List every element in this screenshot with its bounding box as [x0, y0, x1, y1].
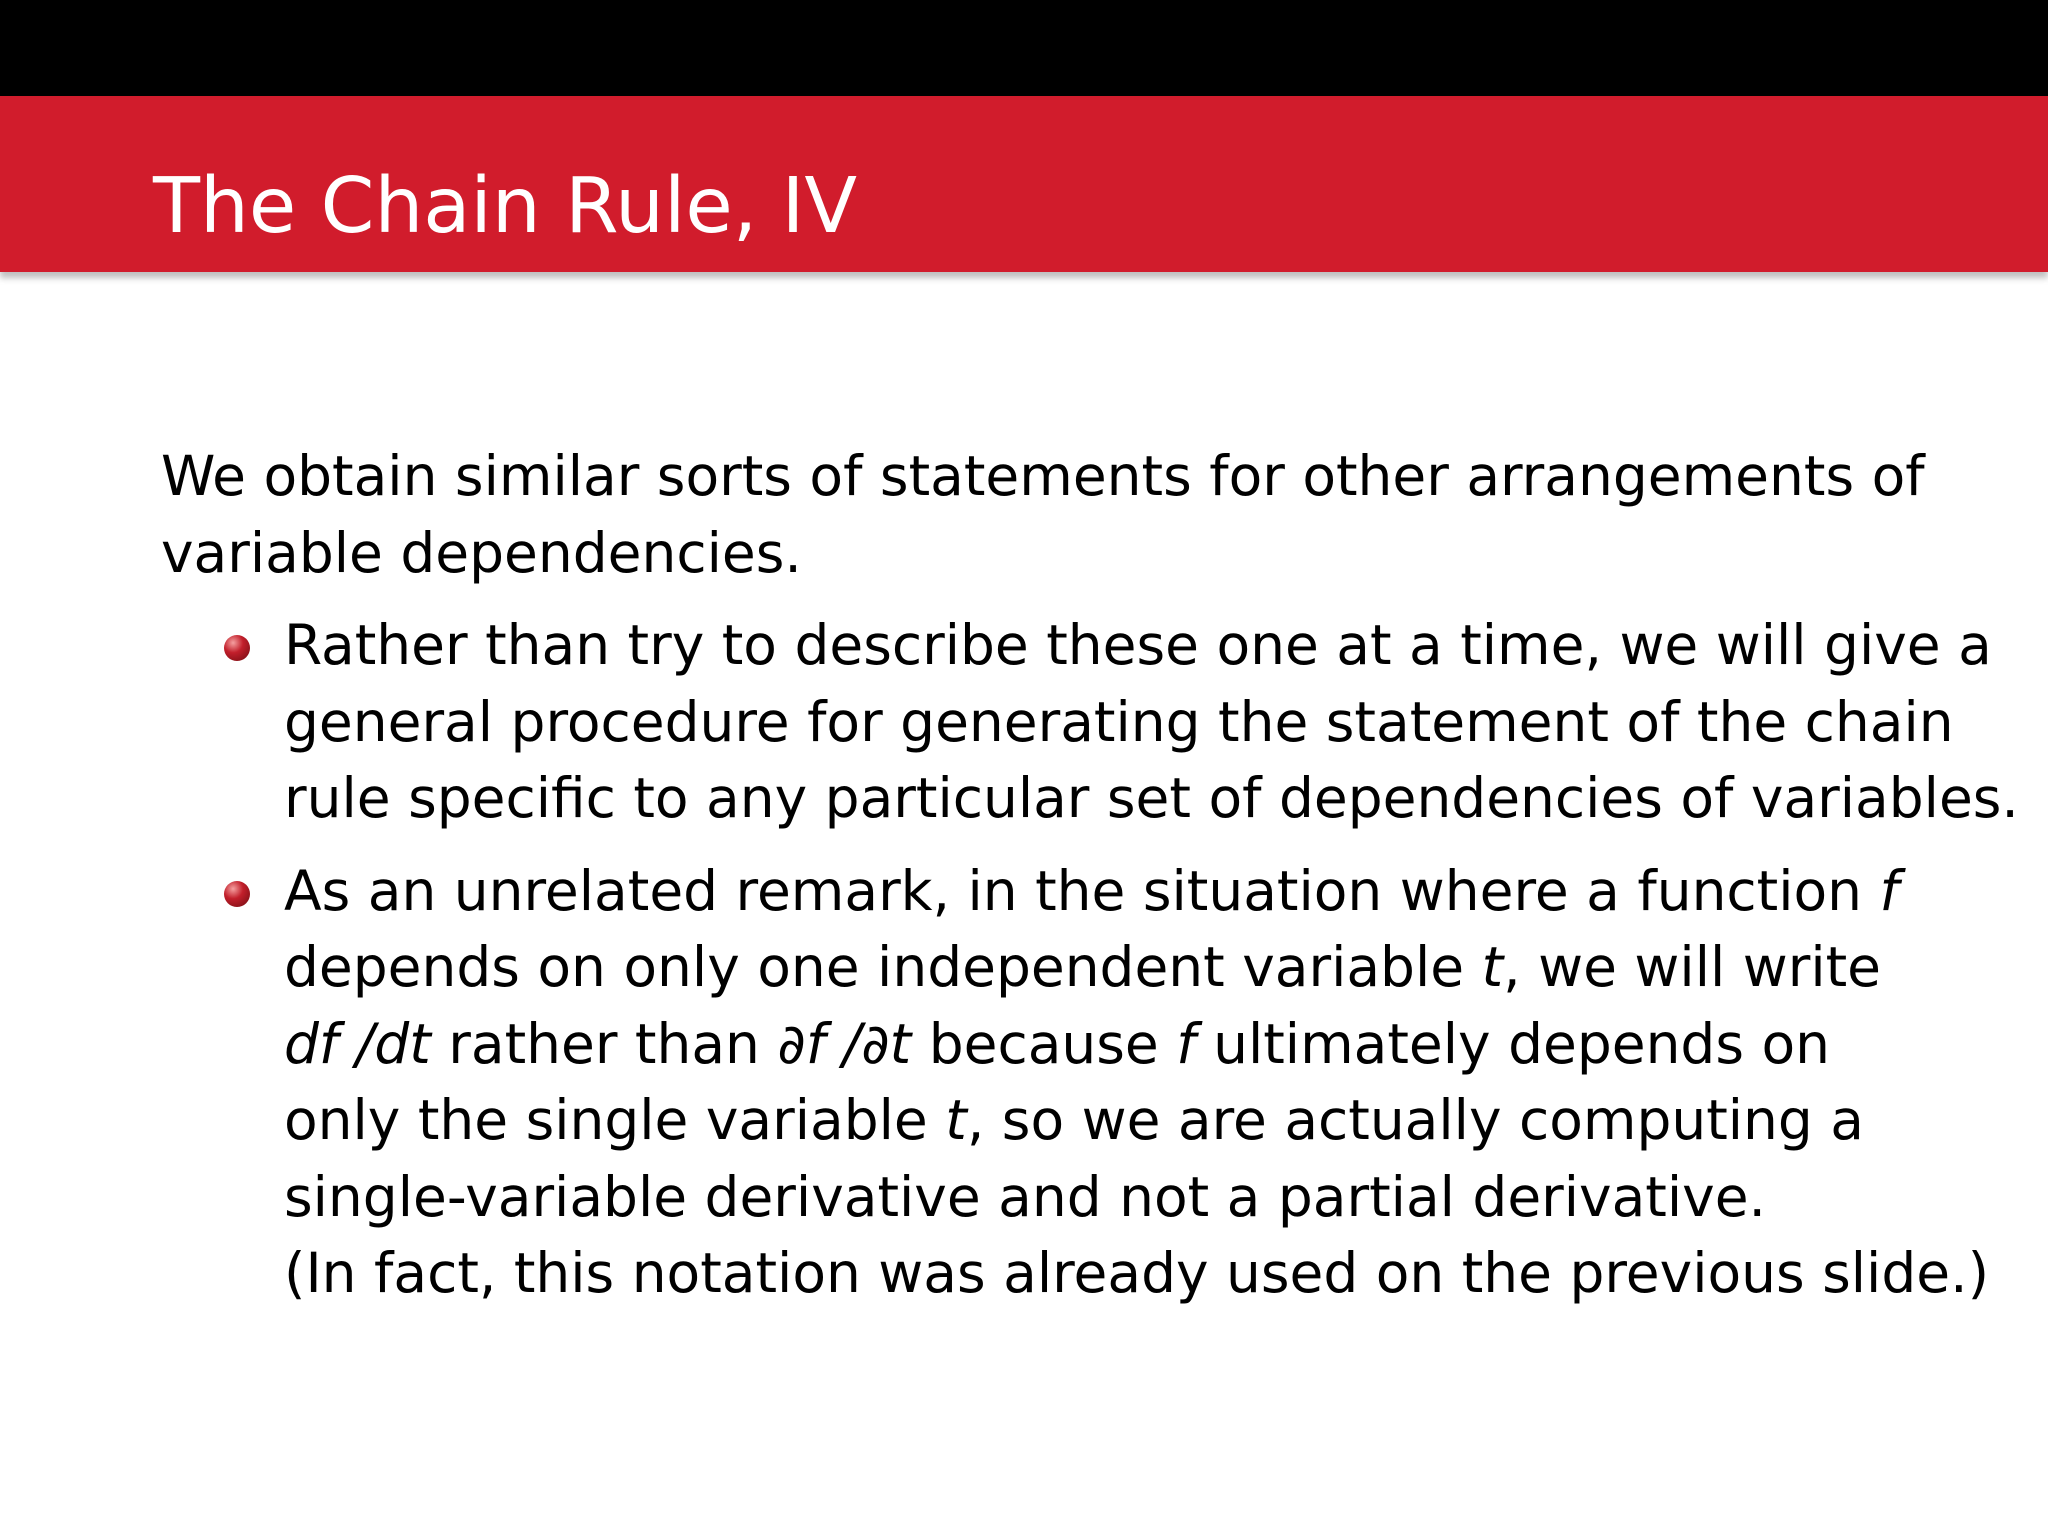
bullet-line: (In fact, this notation was already used on the previous slide.) [284, 1241, 1990, 1305]
top-black-bar [0, 0, 2048, 96]
bullet-line: rule specific to any particular set of dependencies of variables. [284, 766, 2019, 830]
text-run: rather than [430, 1011, 778, 1076]
text-run: , so we are actually computing a [966, 1088, 1865, 1152]
text-run: because [911, 1011, 1177, 1076]
slide-title: The Chain Rule, IV [153, 162, 858, 251]
math-expression: df /dt [284, 1011, 431, 1076]
bullet-item [161, 853, 1990, 1312]
intro-paragraph [161, 438, 1925, 591]
math-expression: ∂f /∂t [777, 1011, 912, 1076]
math-symbol: f [1176, 1011, 1196, 1076]
text-run: , we will write [1503, 935, 1882, 999]
bullet-line [284, 1082, 1901, 1159]
text-run: only the single variable [284, 1088, 946, 1152]
slide-body [161, 438, 2019, 1328]
bullet-line: Rather than try to describe these one at a time, we will give a [284, 613, 1992, 677]
bullet-ball-icon [224, 881, 250, 907]
text-run: depends on only one independent variable [284, 935, 1482, 999]
intro-line: We obtain similar sorts of statements for other arrangements of [161, 444, 1925, 508]
math-symbol: f [1879, 858, 1899, 923]
bullet-line: single-variable derivative and not a partial derivative. [284, 1164, 1767, 1229]
bullet-ball-icon [224, 635, 250, 661]
intro-line: variable dependencies. [161, 520, 802, 585]
text-run: ultimately depends on [1195, 1011, 1830, 1076]
bullet-line [284, 929, 1901, 1006]
math-symbol: t [1481, 935, 1504, 999]
math-symbol: t [945, 1088, 967, 1152]
bullet-list [161, 607, 2019, 1312]
bullet-item [161, 607, 2019, 837]
bullet-line: general procedure for generating the statement of the chain [284, 689, 1954, 754]
bullet-line [284, 853, 1901, 930]
bullet-line [284, 1006, 1901, 1083]
text-run: As an unrelated remark, in the situation where a function [284, 858, 1880, 923]
